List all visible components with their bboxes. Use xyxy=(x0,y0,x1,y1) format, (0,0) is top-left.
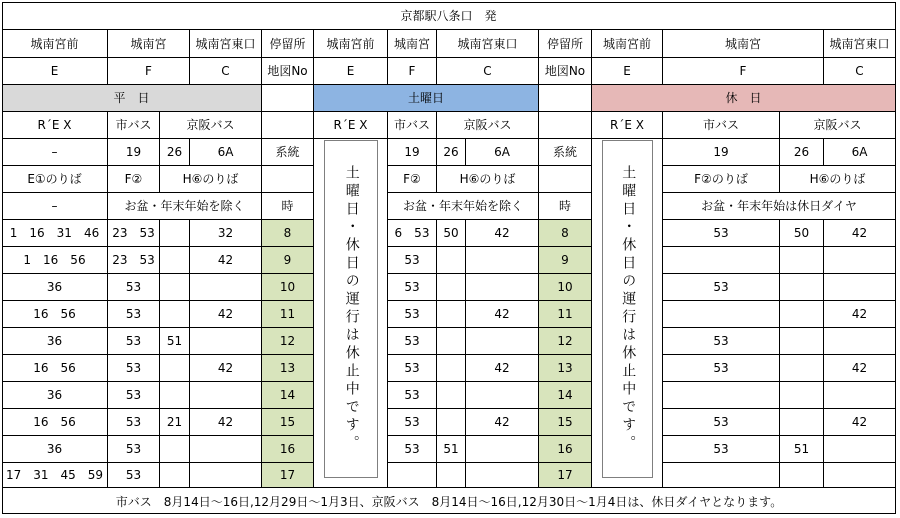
route-no: 6A xyxy=(190,139,262,166)
holiday-city26-times xyxy=(780,274,824,301)
map-no: F xyxy=(663,58,824,85)
holiday-city26-times xyxy=(780,409,824,436)
weekday-rex-times: 36 xyxy=(2,436,108,463)
weekday-city26-times xyxy=(160,436,190,463)
hour-label: 時 xyxy=(262,193,314,220)
route-no: 26 xyxy=(780,139,824,166)
weekday-keihan-times: 32 xyxy=(190,220,262,247)
saturday-keihan-times xyxy=(466,274,539,301)
holiday-city26-times xyxy=(780,301,824,328)
saturday-rex-notice xyxy=(324,140,378,478)
hour-cell: 12 xyxy=(262,328,314,355)
platform: F② xyxy=(108,166,160,193)
holiday-city26-times: 50 xyxy=(780,220,824,247)
holiday-city19-times: 53 xyxy=(663,274,780,301)
holiday-city19-times xyxy=(663,247,780,274)
weekday-city19-times: 53 xyxy=(108,463,160,488)
blank-cell xyxy=(262,166,314,193)
weekday-keihan-times xyxy=(190,436,262,463)
hour-cell: 10 xyxy=(262,274,314,301)
stop-name: 城南宮前 xyxy=(314,30,388,58)
route-no: 6A xyxy=(466,139,539,166)
holiday-city26-times xyxy=(780,382,824,409)
hour-cell: 10 xyxy=(539,274,592,301)
remark: お盆・年末年始を除く xyxy=(388,193,539,220)
holiday-keihan-times xyxy=(824,328,896,355)
operator-rex: R´E X xyxy=(314,112,388,139)
weekday-city19-times: 53 xyxy=(108,301,160,328)
weekday-keihan-times xyxy=(190,463,262,488)
route-no: 19 xyxy=(663,139,780,166)
saturday-city26-times xyxy=(437,382,466,409)
stop-name: 城南宮前 xyxy=(592,30,663,58)
hour-cell: 16 xyxy=(539,436,592,463)
holiday-rex-notice xyxy=(602,140,653,478)
weekday-keihan-times: 42 xyxy=(190,355,262,382)
holiday-city19-times xyxy=(663,463,780,488)
saturday-city19-times: 53 xyxy=(388,274,437,301)
saturday-header: 土曜日 xyxy=(314,85,539,112)
weekday-keihan-times: 42 xyxy=(190,301,262,328)
route-label: 系統 xyxy=(539,139,592,166)
holiday-header: 休 日 xyxy=(592,85,896,112)
weekday-city26-times xyxy=(160,247,190,274)
holiday-keihan-times: 42 xyxy=(824,301,896,328)
map-no: E xyxy=(592,58,663,85)
route-no: 19 xyxy=(108,139,160,166)
holiday-keihan-times xyxy=(824,247,896,274)
map-no: C xyxy=(190,58,262,85)
platform: E①のりば xyxy=(2,166,108,193)
page-title: 京都駅八条口 発 xyxy=(2,2,896,30)
saturday-city26-times xyxy=(437,274,466,301)
saturday-keihan-times: 42 xyxy=(466,409,539,436)
holiday-keihan-times: 42 xyxy=(824,409,896,436)
weekday-header: 平 日 xyxy=(2,85,262,112)
holiday-city19-times xyxy=(663,301,780,328)
blank-cell xyxy=(262,85,314,112)
route-no: 26 xyxy=(437,139,466,166)
stop-label: 停留所 xyxy=(262,30,314,58)
operator-city-bus: 市バス xyxy=(663,112,780,139)
weekday-rex-times: 16 56 xyxy=(2,301,108,328)
stop-name: 城南宮 xyxy=(663,30,824,58)
blank-cell xyxy=(539,166,592,193)
hour-cell: 9 xyxy=(539,247,592,274)
map-no: E xyxy=(2,58,108,85)
route-no: 6A xyxy=(824,139,896,166)
platform: H⑥のりば xyxy=(160,166,262,193)
remark: お盆・年末年始を除く xyxy=(108,193,262,220)
hour-cell: 11 xyxy=(539,301,592,328)
map-no: C xyxy=(824,58,896,85)
holiday-rex-notice-text: 土曜日・休日の運行は休止中です。 xyxy=(620,165,637,453)
weekday-keihan-times: 42 xyxy=(190,247,262,274)
weekday-city19-times: 53 xyxy=(108,355,160,382)
saturday-keihan-times xyxy=(466,436,539,463)
saturday-keihan-times xyxy=(466,328,539,355)
map-no: C xyxy=(437,58,539,85)
platform: H⑥のりば xyxy=(780,166,896,193)
weekday-rex-times: 17 31 45 59 xyxy=(2,463,108,488)
stop-name: 城南宮東口 xyxy=(190,30,262,58)
holiday-city26-times xyxy=(780,247,824,274)
map-no: E xyxy=(314,58,388,85)
map-no: F xyxy=(388,58,437,85)
hour-cell: 17 xyxy=(539,463,592,488)
saturday-keihan-times: 42 xyxy=(466,301,539,328)
remark: お盆・年末年始は休日ダイヤ xyxy=(663,193,896,220)
weekday-city26-times xyxy=(160,274,190,301)
saturday-keihan-times: 42 xyxy=(466,355,539,382)
holiday-keihan-times: 42 xyxy=(824,355,896,382)
weekday-rex-times: 36 xyxy=(2,382,108,409)
hour-cell: 13 xyxy=(539,355,592,382)
hour-cell: 16 xyxy=(262,436,314,463)
saturday-city19-times: 53 xyxy=(388,409,437,436)
operator-keihan-bus: 京阪バス xyxy=(160,112,262,139)
weekday-rex-times: 1 16 56 xyxy=(2,247,108,274)
weekday-city26-times: 21 xyxy=(160,409,190,436)
saturday-city19-times: 53 xyxy=(388,247,437,274)
hour-cell: 8 xyxy=(539,220,592,247)
saturday-city19-times: 53 xyxy=(388,328,437,355)
holiday-city26-times xyxy=(780,355,824,382)
hour-cell: 11 xyxy=(262,301,314,328)
weekday-city19-times: 53 xyxy=(108,436,160,463)
weekday-city26-times xyxy=(160,220,190,247)
platform: H⑥のりば xyxy=(437,166,539,193)
holiday-city19-times: 53 xyxy=(663,220,780,247)
saturday-city19-times: 53 xyxy=(388,382,437,409)
hour-cell: 17 xyxy=(262,463,314,488)
route-no: – xyxy=(2,139,108,166)
platform: F②のりば xyxy=(663,166,780,193)
operator-keihan-bus: 京阪バス xyxy=(780,112,896,139)
route-no: 19 xyxy=(388,139,437,166)
holiday-keihan-times xyxy=(824,463,896,488)
saturday-city19-times: 53 xyxy=(388,436,437,463)
stop-name: 城南宮 xyxy=(108,30,190,58)
operator-city-bus: 市バス xyxy=(108,112,160,139)
holiday-city26-times xyxy=(780,328,824,355)
weekday-city19-times: 53 xyxy=(108,409,160,436)
holiday-keihan-times xyxy=(824,436,896,463)
weekday-city26-times xyxy=(160,301,190,328)
holiday-city19-times: 53 xyxy=(663,436,780,463)
holiday-city26-times xyxy=(780,463,824,488)
holiday-keihan-times: 42 xyxy=(824,220,896,247)
hour-cell: 14 xyxy=(262,382,314,409)
saturday-city26-times xyxy=(437,409,466,436)
weekday-city26-times xyxy=(160,355,190,382)
hour-label: 時 xyxy=(539,193,592,220)
weekday-city19-times: 53 xyxy=(108,274,160,301)
platform: F② xyxy=(388,166,437,193)
footnote: 市バス 8月14日～16日,12月29日～1月3日、京阪バス 8月14日～16日,12月30日～1月4日は、休日ダイヤとなります。 xyxy=(115,494,783,509)
operator-keihan-bus: 京阪バス xyxy=(437,112,539,139)
weekday-city26-times: 51 xyxy=(160,328,190,355)
saturday-keihan-times: 42 xyxy=(466,220,539,247)
stop-name: 城南宮前 xyxy=(2,30,108,58)
hour-cell: 9 xyxy=(262,247,314,274)
weekday-keihan-times: 42 xyxy=(190,409,262,436)
operator-city-bus: 市バス xyxy=(388,112,437,139)
map-label: 地図No xyxy=(262,58,314,85)
blank-cell xyxy=(262,112,314,139)
saturday-city26-times: 50 xyxy=(437,220,466,247)
weekday-city26-times xyxy=(160,463,190,488)
saturday-city26-times xyxy=(437,301,466,328)
saturday-city26-times xyxy=(437,328,466,355)
holiday-city19-times: 53 xyxy=(663,355,780,382)
weekday-city26-times xyxy=(160,382,190,409)
stop-label: 停留所 xyxy=(539,30,592,58)
hour-cell: 13 xyxy=(262,355,314,382)
weekday-rex-times: 36 xyxy=(2,274,108,301)
holiday-city19-times: 53 xyxy=(663,409,780,436)
stop-name: 城南宮東口 xyxy=(824,30,896,58)
weekday-city19-times: 53 xyxy=(108,382,160,409)
route-no: 26 xyxy=(160,139,190,166)
hour-cell: 15 xyxy=(539,409,592,436)
operator-rex: R´E X xyxy=(2,112,108,139)
saturday-keihan-times xyxy=(466,247,539,274)
weekday-rex-times: 16 56 xyxy=(2,355,108,382)
blank-cell xyxy=(539,85,592,112)
saturday-city19-times: 6 53 xyxy=(388,220,437,247)
saturday-city26-times xyxy=(437,247,466,274)
weekday-rex-times: 36 xyxy=(2,328,108,355)
saturday-city26-times xyxy=(437,463,466,488)
weekday-keihan-times xyxy=(190,328,262,355)
weekday-city19-times: 23 53 xyxy=(108,247,160,274)
weekday-rex-times: 1 16 31 46 xyxy=(2,220,108,247)
saturday-city26-times xyxy=(437,355,466,382)
saturday-keihan-times xyxy=(466,463,539,488)
hour-cell: 8 xyxy=(262,220,314,247)
hour-cell: 15 xyxy=(262,409,314,436)
weekday-rex-times: 16 56 xyxy=(2,409,108,436)
holiday-city26-times: 51 xyxy=(780,436,824,463)
weekday-city19-times: 23 53 xyxy=(108,220,160,247)
holiday-city19-times xyxy=(663,382,780,409)
stop-name: 城南宮 xyxy=(388,30,437,58)
hour-cell: 12 xyxy=(539,328,592,355)
holiday-city19-times: 53 xyxy=(663,328,780,355)
saturday-city19-times: 53 xyxy=(388,301,437,328)
saturday-city19-times: 53 xyxy=(388,355,437,382)
holiday-keihan-times xyxy=(824,274,896,301)
route-label: 系統 xyxy=(262,139,314,166)
operator-rex: R´E X xyxy=(592,112,663,139)
weekday-keihan-times xyxy=(190,382,262,409)
holiday-keihan-times xyxy=(824,382,896,409)
stop-name: 城南宮東口 xyxy=(437,30,539,58)
hour-cell: 14 xyxy=(539,382,592,409)
remark: – xyxy=(2,193,108,220)
saturday-city19-times xyxy=(388,463,437,488)
weekday-city19-times: 53 xyxy=(108,328,160,355)
blank-cell xyxy=(539,112,592,139)
saturday-city26-times: 51 xyxy=(437,436,466,463)
weekday-keihan-times xyxy=(190,274,262,301)
map-label: 地図No xyxy=(539,58,592,85)
saturday-rex-notice-text: 土曜日・休日の運行は休止中です。 xyxy=(343,165,360,453)
map-no: F xyxy=(108,58,190,85)
saturday-keihan-times xyxy=(466,382,539,409)
